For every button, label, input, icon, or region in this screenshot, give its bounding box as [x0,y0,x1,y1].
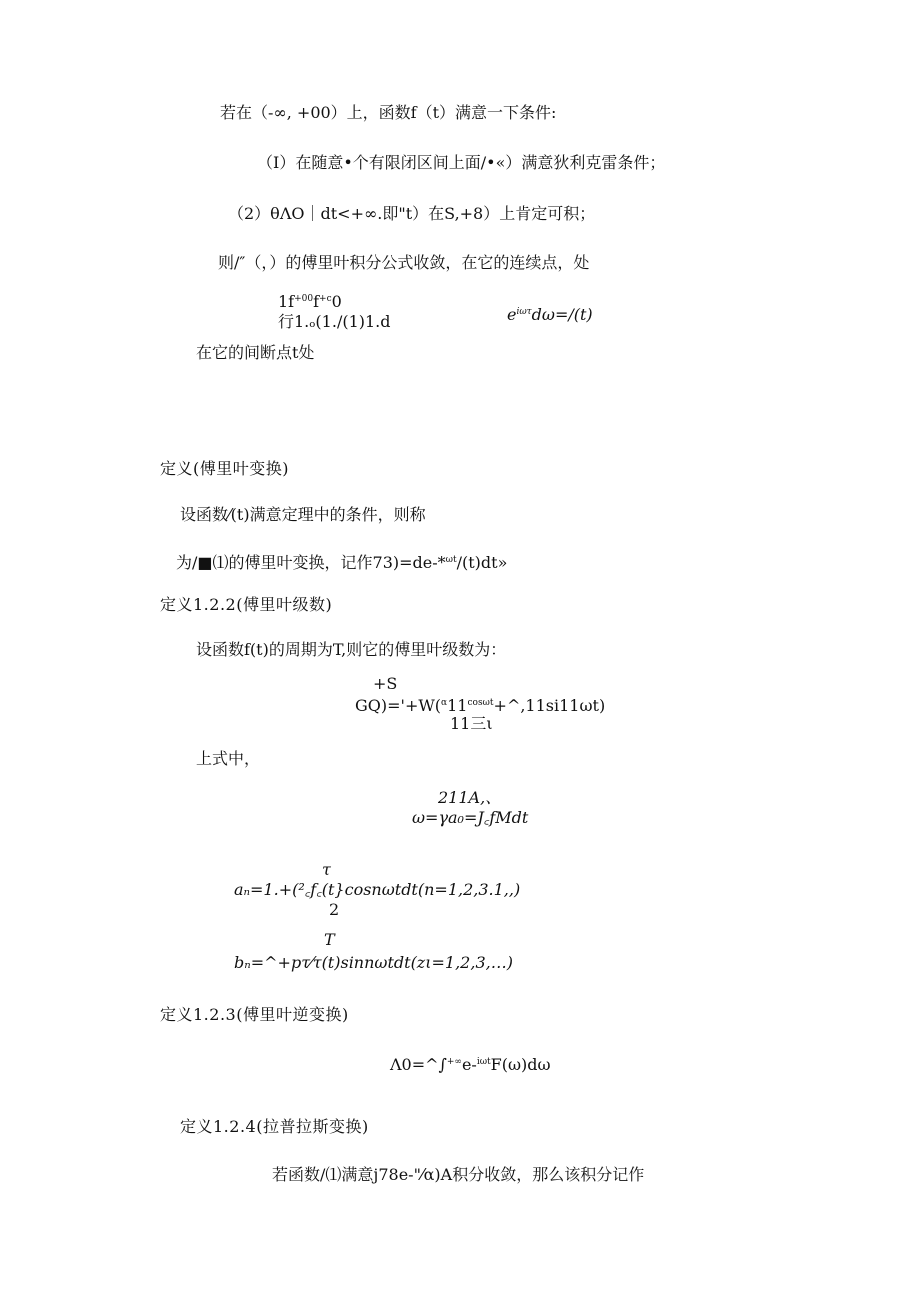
omega-formula-main: ω=γa₀=J꜀fMdt [412,808,529,827]
def-fourier-transform-line2: 为/■⑴的傅里叶变换，记作73)=de-*$^{\omega t}$/(t)dt» [176,553,508,572]
series-context: 上式中， [196,749,261,768]
theorem-conclusion: 则/″（，）的傅里叶积分公式收敛，在它的连续点，处 [218,253,590,272]
def-fourier-series-heading: 定义1.2.2(傅里叶级数) [160,595,333,614]
def-fourier-series-line1: 设函数f(t)的周期为T,则它的傅里叶级数为： [196,640,507,659]
theorem-discontinuity: 在它的间断点t处 [196,343,315,362]
omega-formula-top: 211A,、 [438,788,502,807]
integral-formula-bottom: 行1.ₒ(1./(1)1.d [278,312,391,331]
def-fourier-transform-line1: 设函数⁄(t)满意定理中的条件，则称 [180,505,426,524]
integral-formula-top: $1f^{+00}f^{+c}0$ [278,292,342,311]
series-sum-main: $GQ)='+W(^\alpha 11^{cos\omega t}+\^{},11si11\omega t)$ [355,696,606,715]
bn-formula: bₙ=^+pτ⁄τ(t)sinnωtdt(zι=1,2,3,…) [234,953,513,972]
def-fourier-transform-heading: 定义(傅里叶变换) [160,459,289,478]
theorem-condition-2: （2）θΛO｜dt<+∞.即"t）在S,+8）上肯定可积； [228,204,596,223]
series-sum-top: +S [373,674,398,693]
inverse-transform-formula: Λ0=^∫+∞e-$^{i\omega t}$F(ω)dω [390,1055,551,1074]
def-inverse-transform-heading: 定义1.2.3(傅里叶逆变换) [160,1005,349,1024]
series-sum-bottom: 11三ι [450,714,493,733]
integral-formula-right: $e^{i\omega\tau}d\omega=/(t)$ [507,305,593,324]
an-formula-tau: τ [322,860,331,879]
theorem-condition-1: （I）在随意•个有限闭区间上面/•«）满意狄利克雷条件； [257,153,666,172]
an-formula-two: 2 [329,900,340,919]
def-laplace-heading: 定义1.2.4(拉普拉斯变换) [180,1117,369,1136]
bn-formula-T: T [324,930,335,949]
def-laplace-line1: 若函数/⑴满意j78e-"⁄α)A积分收敛，那么该积分记作 [272,1165,645,1184]
theorem-intro: 若在（-∞, +00）上，函数f（t）满意一下条件: [220,103,557,122]
an-formula: aₙ=1.+(²꜀f꜀(t}cosnωtdt(n=1,2,3.1,,) [234,880,521,899]
